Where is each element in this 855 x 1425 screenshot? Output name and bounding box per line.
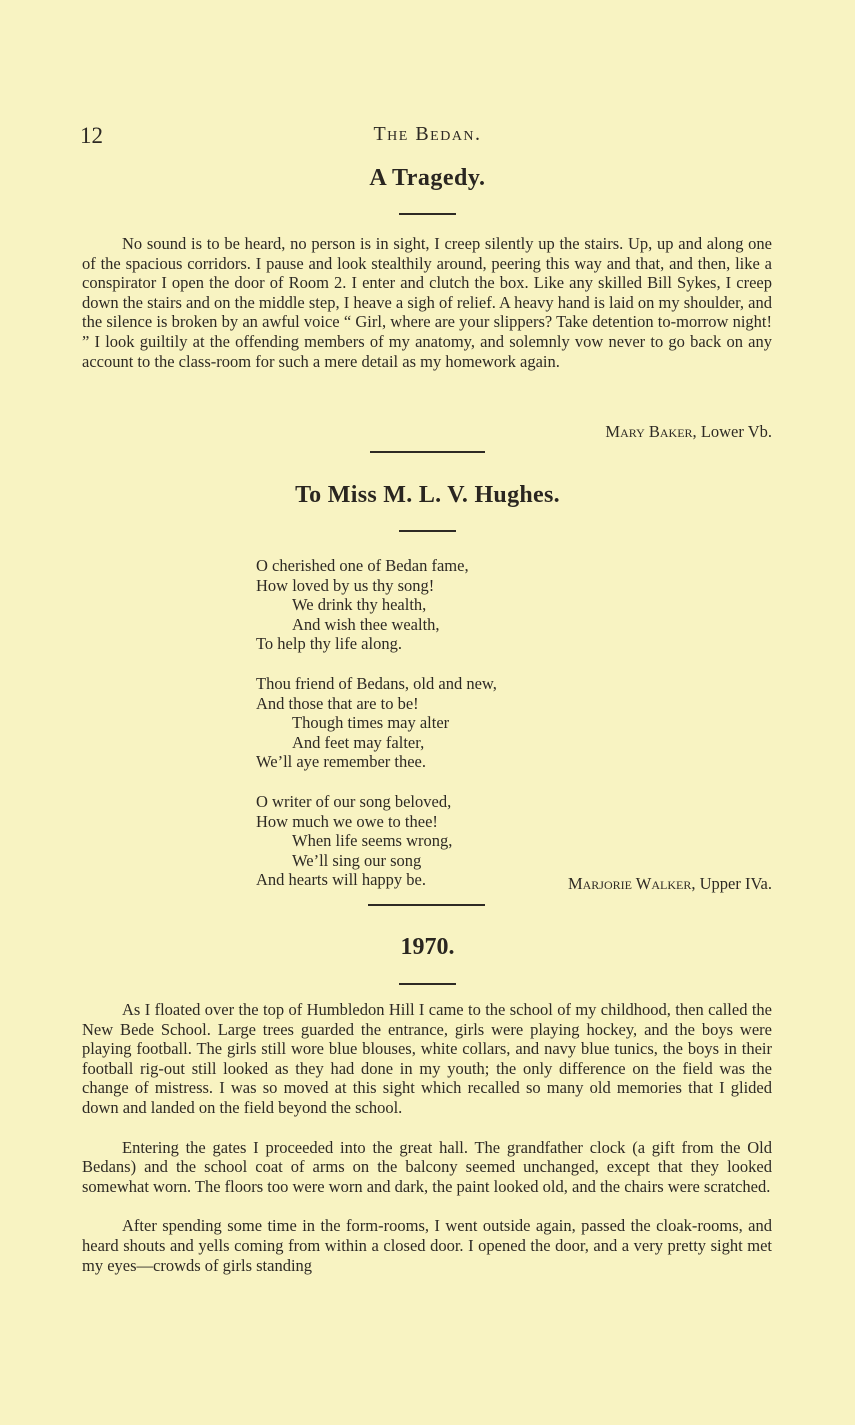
poem-line: And feet may falter, [292,732,425,752]
tragedy-paragraph: No sound is to be heard, no person is in sight, I creep silently up the stairs. Up, up and along one of the spacious corridors. I pause and look stealthily around, peering this way and that, and then, like a conspirator I open the door of Room 2. I enter and clutch the box. Like any skilled Bill Sykes, I creep down the stairs and on the middle step, I heave a sigh of relief. A heavy hand is laid on my shoulder, and the silence is broken by an awful voice “ Girl, where are your slippers? Take detention to-morrow night! ” I look guiltily at the offending members of my anatomy, and solemnly vow never to go back on any account to the class-room for such a mere detail as my homework again. [82,234,772,371]
poem-line: When life seems wrong, [292,831,453,851]
poem-line: And wish thee wealth, [292,614,440,634]
poem-line: O cherished one of Bedan fame, [256,556,469,575]
section-rule [399,213,456,215]
poem-line: Though times may alter [292,713,450,733]
section-divider [368,904,485,906]
poem-stanza [256,556,616,654]
section-rule [399,983,456,985]
poem-stanza [256,674,616,772]
byline-author: Mary Baker, [605,422,697,441]
poem-line: We’ll aye remember thee. [256,752,426,772]
future-paragraph: After spending some time in the form-rooms, I went outside again, passed the cloak-rooms, and heard shouts and yells coming from within a closed door. I opened the door, and a very pretty sight met my eyes—crowds of girls standing [82,1216,772,1275]
byline-form: Lower Vb. [700,422,772,441]
poem-line: We drink thy health, [292,595,427,615]
byline-form: Upper IVa. [699,874,772,893]
poem-line: And hearts will happy be. [256,870,427,890]
future-body [82,1000,772,1275]
byline-author: Marjorie Walker, [567,874,696,893]
tragedy-body [82,234,772,371]
poem-stanza [256,792,616,890]
page-number: 12 [80,123,103,148]
poem-line: And those that are to be! [256,693,419,713]
tragedy-byline [605,422,772,442]
poem-line: To help thy life along. [256,634,402,654]
poem-line: How much we owe to thee! [256,811,438,831]
poem-line: We’ll sing our song [292,850,422,870]
poem-line: Thou friend of Bedans, old and new, [256,673,497,693]
tragedy-title: A Tragedy. [369,165,486,191]
poem-line: O writer of our song beloved, [256,791,452,811]
running-head: The Bedan. [373,123,482,145]
future-paragraph: As I floated over the top of Humbledon Hill I came to the school of my childhood, then called the New Bede School. Large trees guarded the entrance, girls were playing hockey, and the boys were playing football. The girls still wore blue blouses, white collars, and navy blue tunics, the boys in their football rig-out still looked as they had done in my youth; the only difference on the field was the change of mistress. I was so moved at this sight which recalled so many old memories that I glided down and landed on the field beyond the school. [82,1000,772,1117]
poem-line: How loved by us thy song! [256,575,435,595]
poem-title: To Miss M. L. V. Hughes. [295,482,560,508]
section-rule [399,530,456,532]
future-title: 1970. [400,934,455,960]
poem-body [256,556,616,910]
poem-byline [568,874,772,894]
section-divider [370,451,485,453]
future-paragraph: Entering the gates I proceeded into the great hall. The grandfather clock (a gift from the Old Bedans) and the school coat of arms on the balcony seemed unchanged, except that they looked somewhat worn. The floors too were worn and dark, the paint looked old, and the chairs were scratched. [82,1137,772,1196]
